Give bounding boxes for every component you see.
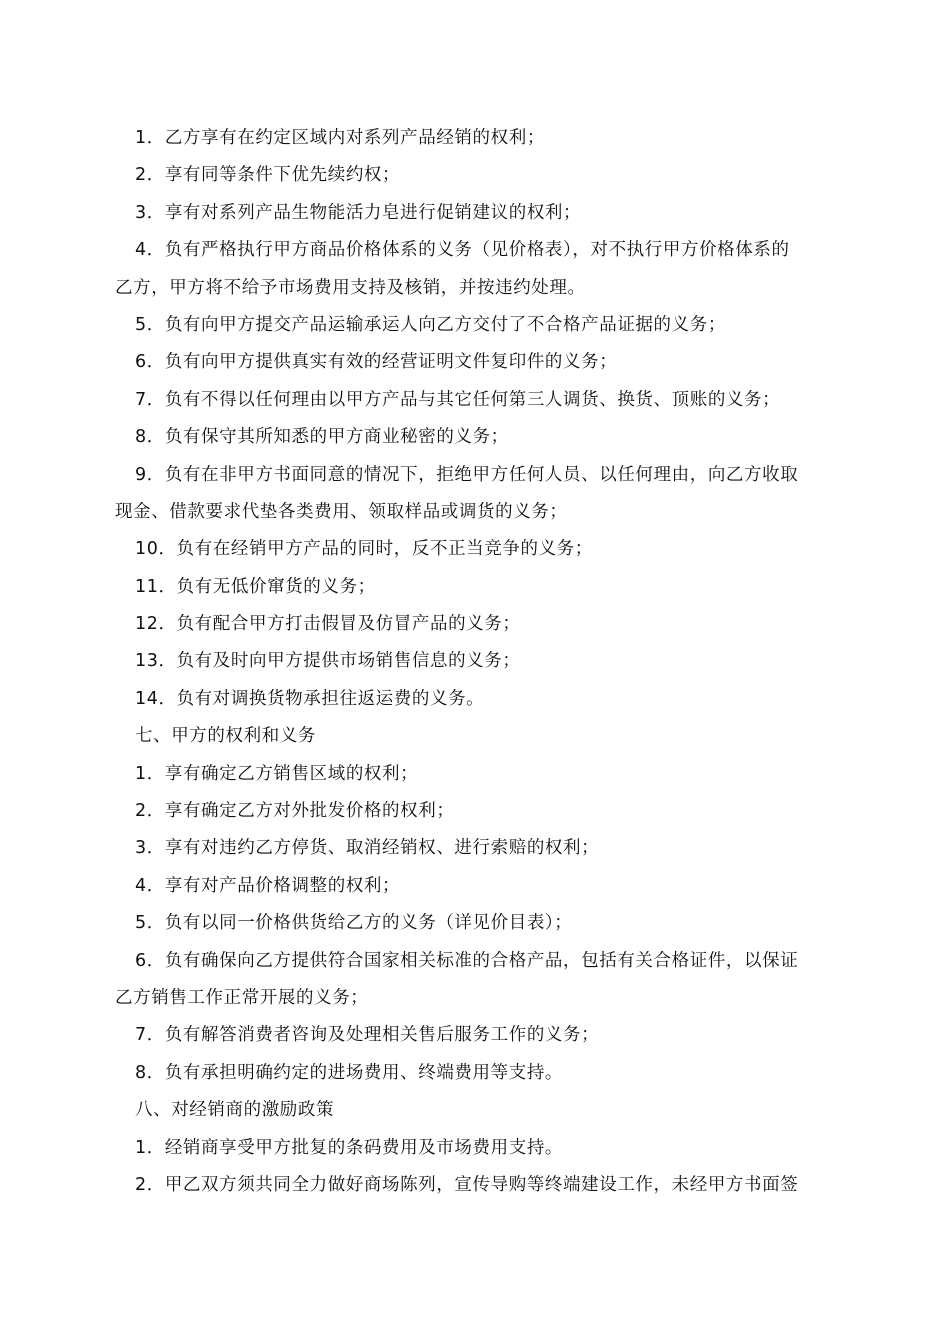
paragraph-line: 12．负有配合甲方打击假冒及仿冒产品的义务； [135, 614, 521, 635]
paragraph-line: 7．负有不得以任何理由以甲方产品与其它任何第三人调货、换货、顶账的义务； [135, 389, 781, 410]
paragraph-line: 11．负有无低价窜货的义务； [135, 576, 376, 597]
section-heading: 八、对经销商的激励政策 [135, 1100, 335, 1121]
paragraph-line: 2．享有确定乙方对外批发价格的权利； [135, 801, 455, 822]
paragraph-line: 10．负有在经销甲方产品的同时，反不正当竞争的义务； [135, 539, 593, 560]
paragraph-line: 1．享有确定乙方销售区域的权利； [135, 763, 419, 784]
paragraph-line: 8．负有保守其所知悉的甲方商业秘密的义务； [135, 427, 509, 448]
paragraph-line: 2．享有同等条件下优先续约权； [135, 165, 401, 186]
paragraph-line: 6．负有向甲方提供真实有效的经营证明文件复印件的义务； [135, 352, 618, 373]
paragraph-line: 5．负有向甲方提交产品运输承运人向乙方交付了不合格产品证据的义务； [135, 314, 726, 335]
paragraph-line: 1．乙方享有在约定区域内对系列产品经销的权利； [135, 128, 545, 148]
paragraph-line: 1．经销商享受甲方批复的条码费用及市场费用支持。 [135, 1137, 564, 1158]
paragraph-line: 8．负有承担明确约定的进场费用、终端费用等支持。 [135, 1062, 564, 1083]
paragraph-line: 9．负有在非甲方书面同意的情况下，拒绝甲方任何人员、以任何理由，向乙方收取 [135, 464, 799, 485]
paragraph-line: 4．负有严格执行甲方商品价格体系的义务（见价格表），对不执行甲方价格体系的 [135, 240, 790, 261]
paragraph-line: 6．负有确保向乙方提供符合国家相关标准的合格产品，包括有关合格证件，以保证 [135, 950, 799, 971]
paragraph-line: 乙方，甲方将不给予市场费用支持及核销，并按违约处理。 [115, 277, 586, 298]
document-body [115, 120, 840, 1204]
paragraph-line: 4．享有对产品价格调整的权利； [135, 875, 401, 896]
paragraph-line: 14．负有对调换货物承担往返运费的义务。 [135, 688, 485, 709]
paragraph-line: 3．享有对违约乙方停货、取消经销权、进行索赔的权利； [135, 838, 600, 859]
paragraph-line: 3．享有对系列产品生物能活力皂进行促销建议的权利； [135, 202, 582, 223]
paragraph-line: 7．负有解答消费者咨询及处理相关售后服务工作的义务； [135, 1025, 600, 1046]
paragraph-line: 2．甲乙双方须共同全力做好商场陈列，宣传导购等终端建设工作，未经甲方书面签 [135, 1174, 799, 1195]
paragraph-line: 13．负有及时向甲方提供市场销售信息的义务； [135, 651, 521, 672]
paragraph-line: 现金、借款要求代垫各类费用、领取样品或调货的义务； [115, 501, 568, 522]
paragraph-line: 乙方销售工作正常开展的义务； [115, 987, 369, 1008]
section-heading: 七、甲方的权利和义务 [135, 726, 316, 747]
paragraph-line: 5．负有以同一价格供货给乙方的义务（详见价目表）； [135, 913, 573, 934]
